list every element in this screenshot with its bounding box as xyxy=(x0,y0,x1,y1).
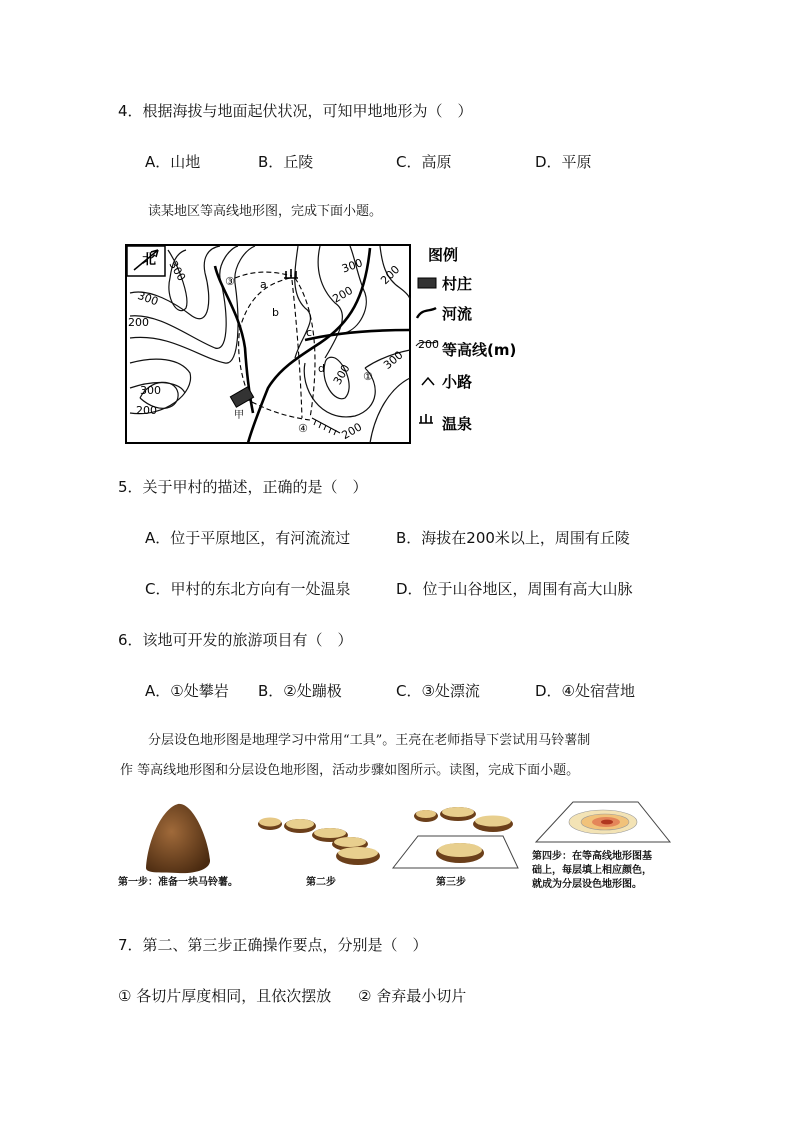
question-6-stem: 6．该地可开发的旅游项目有（ ） xyxy=(118,631,353,649)
point-label: ④ xyxy=(298,422,308,435)
contour-label: 300 xyxy=(166,258,189,284)
q5-option-a: A．位于平原地区，有河流流过 xyxy=(145,529,351,547)
contour-label: 300 xyxy=(140,384,161,397)
point-label: b xyxy=(272,306,279,319)
step4-caption-1: 第四步：在等高线地形图基 xyxy=(532,851,652,862)
q5-option-d: D．位于山谷地区，周围有高大山脉 xyxy=(396,580,633,598)
intro-line-2: 作 等高线地形图和分层设色地形图，活动步骤如图所示。读图，完成下面小题。 xyxy=(120,763,580,778)
question-5-stem: 5．关于甲村的描述，正确的是（ ） xyxy=(118,478,368,496)
legend-path: 小路 xyxy=(442,373,473,391)
q4-option-d: D．平原 xyxy=(535,153,592,171)
legend-contour-value: 200 xyxy=(418,338,439,351)
contour-map-figure xyxy=(120,238,530,450)
q5-option-c: C．甲村的东北方向有一处温泉 xyxy=(145,580,351,598)
q6-option-c: C．③处漂流 xyxy=(396,682,480,700)
step4-caption-3: 就成为分层设色地形图。 xyxy=(532,879,642,890)
q4-option-c: C．高原 xyxy=(396,153,452,171)
contour-label: 200 xyxy=(136,404,157,417)
q4-option-a: A．山地 xyxy=(145,153,201,171)
legend-title: 图例 xyxy=(428,246,459,264)
contour-label: 200 xyxy=(128,316,149,329)
contour-label: 300 xyxy=(135,288,161,309)
point-label: ① xyxy=(363,370,373,383)
question-4-stem: 4．根据海拔与地面起伏状况，可知甲地地形为（ ） xyxy=(118,102,473,120)
legend-hot-spring: 温泉 xyxy=(442,415,473,433)
contour-label: 300 xyxy=(330,362,353,387)
contour-label: 300 xyxy=(381,348,406,372)
point-label: a xyxy=(260,278,267,291)
legend-contour: 等高线(m) xyxy=(442,341,517,359)
step4-caption-2: 础上，每层填上相应颜色， xyxy=(532,865,652,876)
q6-option-b: B．②处蹦极 xyxy=(258,682,342,700)
step1-caption: 第一步：准备一块马铃薯。 xyxy=(118,877,238,888)
legend-river: 河流 xyxy=(442,305,473,323)
village-label: 甲 xyxy=(234,410,244,421)
contour-label: 200 xyxy=(378,263,403,288)
question-7-stem: 7．第二、第三步正确操作要点，分别是（ ） xyxy=(118,936,428,954)
contour-label: 200 xyxy=(330,283,356,306)
legend-village: 村庄 xyxy=(442,275,473,293)
q5-option-b: B．海拔在200米以上，周围有丘陵 xyxy=(396,529,630,547)
point-label: ③ xyxy=(225,275,235,288)
contour-label: 200 xyxy=(339,420,365,443)
point-label: d xyxy=(318,362,325,375)
step3-caption: 第三步 xyxy=(436,877,466,888)
q7-item-1: ① 各切片厚度相同，且依次摆放 xyxy=(118,987,332,1005)
q6-option-a: A．①处攀岩 xyxy=(145,682,229,700)
intro-line-1: 分层设色地形图是地理学习中常用“工具”。王亮在老师指导下尝试用马铃薯制 xyxy=(148,733,591,748)
map-intro: 读某地区等高线地形图，完成下面小题。 xyxy=(148,204,383,219)
contour-label: 300 xyxy=(340,256,365,276)
north-label: 北 xyxy=(142,252,156,268)
point-label: c xyxy=(306,326,313,339)
q7-item-2: ② 舍弃最小切片 xyxy=(358,987,467,1005)
step2-caption: 第二步 xyxy=(306,877,336,888)
q6-option-d: D．④处宿营地 xyxy=(535,682,635,700)
q4-option-b: B．丘陵 xyxy=(258,153,314,171)
